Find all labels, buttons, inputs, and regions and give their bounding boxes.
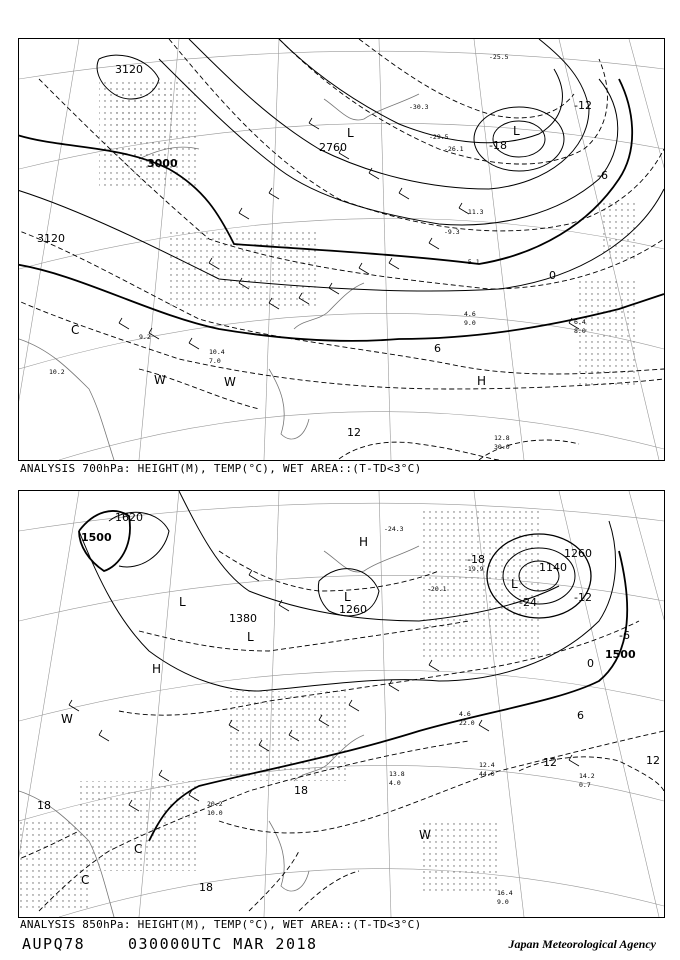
isotherm-label: 0 [587, 657, 594, 670]
station-value: 4.0 [389, 779, 401, 787]
low-center-mark: L [247, 630, 254, 644]
wet-area [79, 781, 199, 871]
station-value: 9.0 [464, 319, 476, 327]
isotherm-label: -24 [519, 596, 537, 609]
isotherm-label: 0 [549, 269, 556, 282]
height-label: 3120 [37, 232, 65, 245]
temperature-labels [347, 99, 608, 439]
high-center-mark: H [152, 662, 162, 676]
isotherm-label: -18 [467, 553, 485, 566]
station-value: 12.8 [494, 434, 510, 442]
warm-mark: W [154, 373, 166, 387]
station-value: -24.3 [384, 525, 404, 533]
height-label: 1260 [564, 547, 592, 560]
station-value: -11.3 [464, 208, 484, 216]
height-label: 1140 [539, 561, 567, 574]
agency-credit: Japan Meteorological Agency [508, 937, 656, 951]
isotherm-label: -12 [574, 591, 592, 604]
wet-area [419, 821, 499, 891]
height-label: 3120 [115, 63, 143, 76]
low-center-mark: L [511, 577, 518, 591]
isotherm-label: 18 [199, 881, 213, 894]
cold-mark: C [71, 323, 80, 337]
station-value: 16.4 [497, 889, 513, 897]
height-label: 1500 [81, 531, 112, 544]
map-850hpa [19, 491, 664, 917]
height-label: 1500 [605, 648, 636, 661]
station-value: -26.1 [444, 145, 464, 153]
high-center-mark: H [477, 374, 487, 388]
high-center-mark: H [359, 535, 369, 549]
wet-area [19, 821, 89, 911]
chart-code: AUPQ78 [22, 935, 86, 953]
wet-area [99, 79, 199, 189]
station-value: 22.0 [459, 719, 475, 727]
station-value: -5.1 [464, 258, 480, 266]
valid-time: 030000UTC MAR 2018 [128, 935, 318, 953]
height-labels [81, 511, 636, 661]
low-center-mark: L [347, 126, 354, 140]
station-value: -19.9 [464, 565, 484, 573]
height-label: 3000 [147, 157, 178, 170]
station-value: -29.5 [429, 133, 449, 141]
station-value: 14.2 [579, 772, 595, 780]
low-center-mark: L [344, 590, 351, 604]
isotherm-label: -6 [597, 169, 608, 182]
station-value: 30.0 [494, 443, 510, 451]
warm-mark: W [61, 712, 73, 726]
low-center-mark: L [513, 124, 520, 138]
height-label: 1260 [339, 603, 367, 616]
isotherm-label: 18 [294, 784, 308, 797]
station-value: 9.2 [139, 333, 151, 341]
station-value: 8.0 [574, 327, 586, 335]
low-center-mark: L [179, 595, 186, 609]
station-value: 10.4 [209, 348, 225, 356]
station-value: -30.3 [409, 103, 429, 111]
station-value: -20.1 [427, 585, 447, 593]
height-label: 1380 [229, 612, 257, 625]
station-value: 4.6 [459, 710, 471, 718]
isotherm-label: 6 [577, 709, 584, 722]
station-value: 13.8 [389, 770, 405, 778]
station-value: 6.4 [574, 318, 586, 326]
station-value: 4.6 [464, 310, 476, 318]
isotherm-label: 12 [347, 426, 361, 439]
isotherm-label: -12 [574, 99, 592, 112]
station-value: 20.2 [207, 800, 223, 808]
height-label: 2760 [319, 141, 347, 154]
station-value: 44.0 [479, 770, 495, 778]
station-value: 10.2 [49, 368, 65, 376]
map-700hpa [19, 39, 664, 460]
caption-700hpa: ANALYSIS 700hPa: HEIGHT(M), TEMP(°C), WET AREA::(T-TD<3°C) [20, 462, 422, 475]
station-value: 7.0 [209, 357, 221, 365]
cold-mark: C [134, 842, 143, 856]
isotherm-label: 12 [646, 754, 660, 767]
station-value: 12.4 [479, 761, 495, 769]
station-value: 9.0 [497, 898, 509, 906]
station-value: -25.5 [489, 53, 509, 61]
station-value: 0.7 [579, 781, 591, 789]
chart-850hpa [18, 490, 665, 918]
wet-area [599, 199, 639, 259]
wet-area [169, 229, 319, 309]
caption-850hpa: ANALYSIS 850hPa: HEIGHT(M), TEMP(°C), WET AREA::(T-TD<3°C) [20, 918, 422, 931]
chart-700hpa [18, 38, 665, 461]
isotherm-label: -6 [619, 629, 630, 642]
isotherm-label: 6 [434, 342, 441, 355]
station-value: -9.3 [444, 228, 460, 236]
height-label: 1620 [115, 511, 143, 524]
warm-mark: W [419, 828, 431, 842]
isotherm-label: -18 [489, 139, 507, 152]
cold-mark: C [81, 873, 90, 887]
isotherm-label: 18 [37, 799, 51, 812]
station-value: 10.0 [207, 809, 223, 817]
warm-mark: W [224, 375, 236, 389]
isotherm-label: 12 [543, 756, 557, 769]
wet-area [229, 691, 349, 781]
